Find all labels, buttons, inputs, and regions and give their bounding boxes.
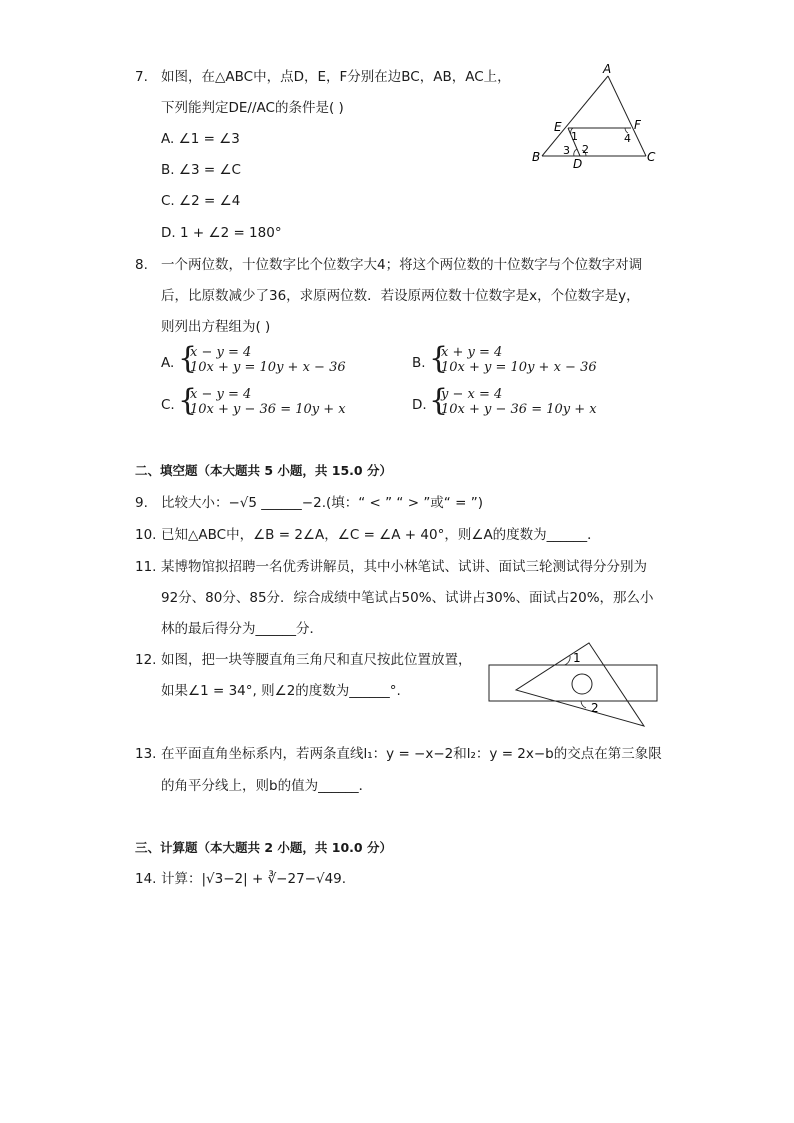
option-label: D. bbox=[161, 225, 176, 241]
question-text: 已知△ABC中，∠B = 2∠A，∠C = ∠A + 40°，则∠A的度数为______． bbox=[161, 527, 601, 543]
vertex-label: B bbox=[532, 150, 541, 164]
question-text: 计算：|√3−2| + ∛−27−√49. bbox=[161, 871, 347, 887]
question-number: 8. bbox=[135, 257, 148, 273]
question-text: 一个两位数，十位数字比个位数字大4；将这个两位数的十位数字与个位数字对调 bbox=[161, 257, 643, 273]
option-text: ∠3 = ∠C bbox=[178, 162, 241, 178]
question-number: 10. bbox=[135, 527, 157, 543]
section-heading: 三、计算题（本大题共 2 小题，共 10.0 分） bbox=[135, 840, 392, 855]
angle-label: 1 bbox=[573, 651, 581, 665]
question-number: 14. bbox=[135, 871, 157, 887]
brace-icon: { bbox=[178, 341, 198, 376]
question-number: 12. bbox=[135, 652, 157, 668]
option-a bbox=[161, 130, 240, 148]
equation: 10x + y − 36 = 10y + x bbox=[441, 402, 597, 417]
question-text: 如图，在△ABC中，点D，E，F分别在边BC，AB，AC上， bbox=[161, 69, 511, 85]
vertex-label: C bbox=[647, 150, 656, 164]
option-label: A. bbox=[161, 355, 175, 371]
angle-label: 4 bbox=[624, 132, 631, 145]
option-text: ∠2 = ∠4 bbox=[179, 193, 241, 209]
option-text: ∠1 = ∠3 bbox=[178, 131, 240, 147]
question-text: 92分、80分、85分．综合成绩中笔试占50%、试讲占30%、面试占20%，那么小 bbox=[161, 590, 654, 606]
question-text: 在平面直角坐标系内，若两条直线l₁：y = −x−2和l₂：y = 2x−b的交点在第三象限 bbox=[161, 746, 662, 762]
option-d bbox=[161, 224, 282, 242]
option-text: 1 + ∠2 = 180° bbox=[179, 225, 282, 241]
brace-icon: { bbox=[178, 383, 198, 418]
vertex-label: F bbox=[634, 118, 641, 132]
angle-label: 2 bbox=[582, 143, 589, 156]
equation: y − x = 4 bbox=[441, 387, 503, 402]
equation: x − y = 4 bbox=[190, 387, 252, 402]
option-label: B. bbox=[412, 355, 426, 371]
vertex-label: D bbox=[573, 157, 583, 171]
ruler-triangle-figure bbox=[484, 638, 664, 730]
question-number: 13. bbox=[135, 746, 157, 762]
question-text: 某博物馆拟招聘一名优秀讲解员，其中小林笔试、试讲、面试三轮测试得分分别为 bbox=[161, 559, 647, 575]
question-text: 后，比原数减少了36，求原两位数．若设原两位数十位数字是x，个位数字是y， bbox=[161, 288, 640, 304]
option-label: B. bbox=[161, 162, 175, 178]
angle-label: 1 bbox=[571, 130, 578, 143]
question-number: 11. bbox=[135, 559, 157, 575]
question-text: 的角平分线上，则b的值为______． bbox=[161, 778, 373, 794]
brace-icon: { bbox=[429, 341, 449, 376]
option-label: C. bbox=[161, 193, 175, 209]
question-number: 7. bbox=[135, 69, 148, 85]
question-text: 如果∠1 = 34°, 则∠2的度数为______°. bbox=[161, 683, 401, 699]
equation: x − y = 4 bbox=[190, 345, 252, 360]
question-text: 比较大小：−√5 ______−2.(填：“ < ” “ > ”或“ = ”) bbox=[161, 495, 483, 511]
section-heading: 二、填空题（本大题共 5 小题，共 15.0 分） bbox=[135, 463, 392, 478]
question-text: 林的最后得分为______分． bbox=[161, 621, 323, 637]
option-b bbox=[161, 161, 241, 179]
triangle-figure bbox=[528, 60, 668, 172]
question-text: 则列出方程组为( ) bbox=[161, 319, 271, 335]
equation: 10x + y − 36 = 10y + x bbox=[190, 402, 346, 417]
vertex-label: A bbox=[603, 62, 612, 76]
equation: x + y = 4 bbox=[441, 345, 503, 360]
option-c bbox=[161, 192, 240, 210]
vertex-label: E bbox=[554, 120, 562, 134]
equation: 10x + y = 10y + x − 36 bbox=[190, 360, 346, 375]
equation: 10x + y = 10y + x − 36 bbox=[441, 360, 597, 375]
option-label: C. bbox=[161, 397, 175, 413]
question-number: 9. bbox=[135, 495, 148, 511]
question-text: 如图，把一块等腰直角三角尺和直尺按此位置放置， bbox=[161, 652, 472, 668]
angle-label: 2 bbox=[591, 701, 599, 715]
angle-label: 3 bbox=[563, 144, 570, 157]
option-label: D. bbox=[412, 397, 427, 413]
brace-icon: { bbox=[429, 383, 449, 418]
option-label: A. bbox=[161, 131, 175, 147]
question-text: 下列能判定DE//AC的条件是( ) bbox=[161, 100, 344, 116]
